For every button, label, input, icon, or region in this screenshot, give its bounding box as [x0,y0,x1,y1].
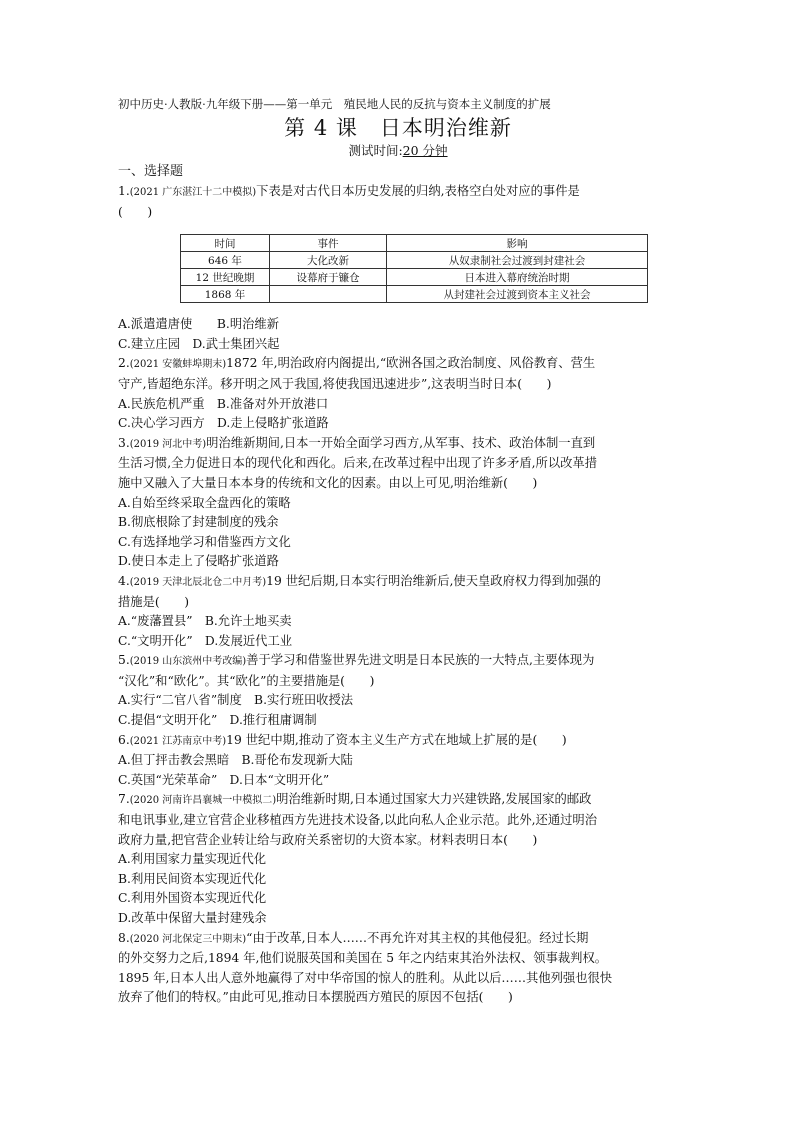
section-title: 一、选择题 [118,164,184,179]
question-text: 明治维新时期,日本通过国家大力兴建铁路,发展国家的邮政 [276,792,592,807]
question-3 [118,434,678,494]
option-line: A.“废藩置县” B.允许土地买卖 [118,614,292,629]
table-header-cell: 事件 [270,235,387,252]
option-line: A.但丁抨击教会黑暗 B.哥伦布发现新大陆 [118,753,353,768]
table-row [181,252,648,269]
question-text: 19 世纪后期,日本实行明治维新后,使天皇政府权力得到加强的 [266,573,601,588]
option-line: A.实行“二官八省”制度 B.实行班田收授法 [118,693,354,708]
test-time-value: 20 分钟 [402,143,448,158]
table-cell: 646 年 [181,252,270,269]
test-time [118,142,678,160]
question-text: 19 世纪中期,推动了资本主义生产方式在地域上扩展的是( ) [226,732,567,747]
option-line: A.派遣遣唐使 B.明治维新 [118,317,280,332]
question-6 [118,731,678,752]
question-text: 措施是( ) [118,594,190,609]
question-1 [118,182,678,222]
question-2 [118,354,678,394]
table-cell: 从奴隶制社会过渡到封建社会 [387,252,648,269]
table-header-cell: 时间 [181,235,270,252]
question-source: (2019 天津北辰北仓二中月考) [129,576,267,588]
option-line: C.决心学习西方 D.走上侵略扩张道路 [118,416,329,431]
question-4 [118,572,678,612]
question-7 [118,790,678,850]
table-header-cell: 影响 [387,235,648,252]
option-line: C.“文明开化” D.发展近代工业 [118,633,293,648]
question-text: 政府力量,把官营企业转让给与政府关系密切的大资本家。材料表明日本( ) [118,832,538,847]
table-row [181,269,648,286]
question-text: 生活习惯,全力促进日本的现代化和西化。后来,在改革过程中出现了许多矛盾,所以改革措 [118,456,598,471]
question-text: 明治维新期间,日本一开始全面学习西方,从军事、技术、政治体制一直到 [206,435,596,450]
option-a: A.利用国家力量实现近代化 [118,852,267,867]
question-source: (2020 河北保定三中期末) [129,933,247,945]
question-text: 和电讯事业,建立官营企业移植西方先进技术设备,以此向私人企业示范。此外,还通过明治 [118,813,598,828]
question-source: (2021 江苏南京中考) [129,735,227,747]
option-c: C.利用外国资本实现近代化 [118,891,267,906]
question-number: 5. [118,653,130,668]
question-text: “由于改革,日本人……不再允许对其主权的其他侵犯。经过长期 [246,930,589,945]
option-d: D.改革中保留大量封建残余 [118,911,267,925]
table-row [181,286,648,303]
test-time-label: 测试时间: [348,143,403,158]
question-5 [118,651,678,691]
option-a: A.自始至终采取全盘西化的策略 [118,495,291,510]
history-table [180,234,648,303]
question-text: 施中又融入了大量日本本身的传统和文化的因素。由以上可见,明治维新( ) [118,475,538,490]
question-8 [118,929,678,1008]
question-number: 7. [118,792,130,807]
question-text: “汉化”和“欧化”。其“欧化”的主要措施是( ) [118,673,375,688]
option-c: C.有选择地学习和借鉴西方文化 [118,534,291,549]
worksheet-page [118,96,678,1008]
table-cell: 1868 年 [181,286,270,303]
question-text: 1872 年,明治政府内阁提出,“欧洲各国之政治制度、风俗教育、营生 [226,356,596,371]
question-number: 3. [118,435,130,450]
question-text: 下表是对古代日本历史发展的归纳,表格空白处对应的事件是 [256,184,580,198]
question-number: 2. [118,356,130,371]
question-number: 8. [118,930,130,945]
table-cell: 12 世纪晚期 [181,269,270,286]
option-line: A.民族危机严重 B.准备对外开放港口 [118,396,329,411]
option-b: B.彻底根除了封建制度的残余 [118,515,279,530]
table-cell: 大化改新 [270,252,387,269]
question-number: 4. [118,573,130,588]
question-text: 1895 年,日本人出人意外地赢得了对中华帝国的惊人的胜利。从此以后……其他列强也很快 [118,970,613,985]
option-b: B.利用民间资本实现近代化 [118,871,267,886]
question-source: (2019 山东滨州中考改编) [129,656,247,668]
question-text: 守产,皆超绝东洋。移开明之风于我国,将使我国迅速进步”,这表明当时日本( ) [118,376,552,391]
table-cell: 设幕府于镰仓 [270,269,387,286]
question-text: 善于学习和借鉴世界先进文明是日本民族的一大特点,主要体现为 [246,653,595,668]
question-source: (2019 河北中考) [129,438,207,450]
question-number: 6. [118,732,130,747]
answer-blank: ( ) [118,204,153,219]
option-d: D.使日本走上了侵略扩张道路 [118,554,279,569]
question-text: 放弃了他们的特权。”由此可见,推动日本摆脱西方殖民的原因不包括( ) [118,990,513,1005]
option-line: C.建立庄园 D.武士集团兴起 [118,336,280,351]
table-cell: 日本进入幕府统治时期 [387,269,648,286]
question-source: (2020 河南许昌襄城一中模拟二) [129,795,277,807]
question-text: 的外交努力之后,1894 年,他们说服英国和美国在 5 年之内结束其治外法权、领事裁判权。 [118,951,608,966]
lesson-title: 第 4 课 日本明治维新 [284,116,512,140]
table-cell: 从封建社会过渡到资本主义社会 [387,286,648,303]
question-number: 1. [118,184,130,198]
question-source: (2021 广东湛江十二中模拟) [129,187,257,198]
page-header: 初中历史·人教版·九年级下册——第一单元 殖民地人民的反抗与资本主义制度的扩展 [118,97,551,111]
question-source: (2021 安徽蚌埠期末) [129,359,227,371]
table-header-row [181,235,648,252]
option-line: C.英国“光荣革命” D.日本“文明开化” [118,772,330,787]
table-cell-blank [270,286,387,303]
option-line: C.提倡“文明开化” D.推行租庸调制 [118,713,317,728]
